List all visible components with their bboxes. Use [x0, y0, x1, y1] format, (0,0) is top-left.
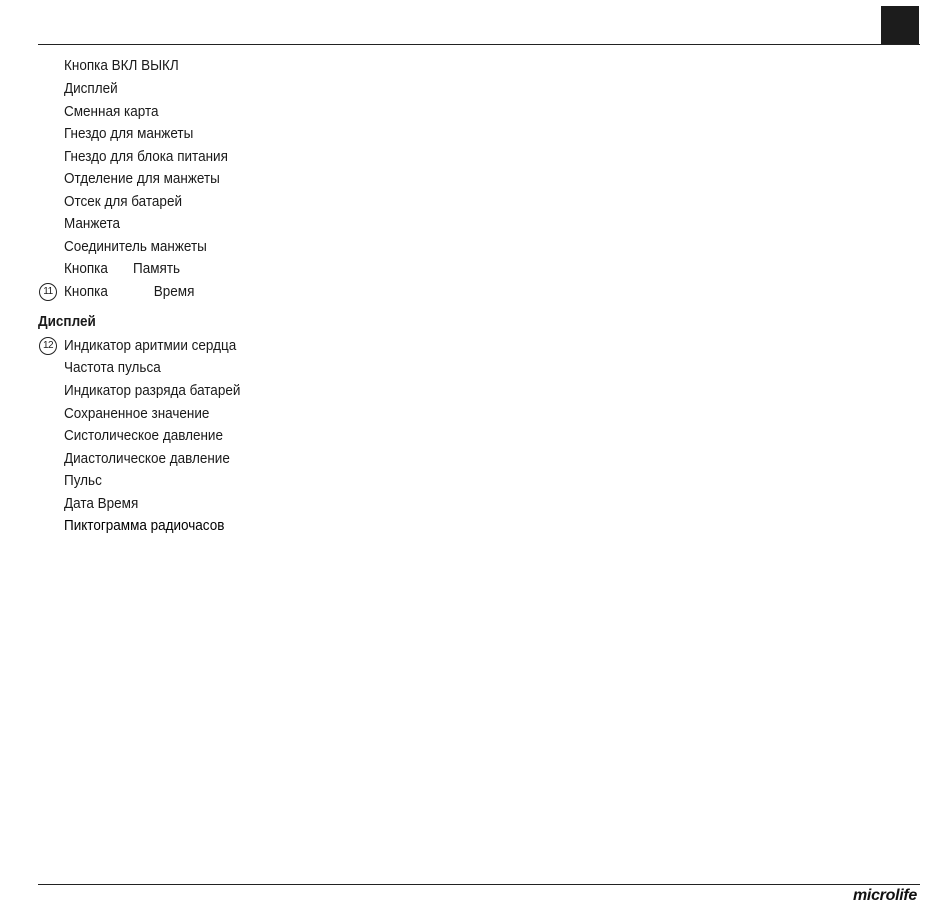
- memory-button-item: [64, 260, 180, 278]
- memory-button-label: Кнопка: [64, 260, 108, 277]
- list-item: Диастолическое давление: [64, 450, 230, 467]
- list-item: Сменная карта: [64, 103, 159, 120]
- list-item: Систолическое давление: [64, 427, 223, 444]
- page-corner-tab: [881, 6, 919, 44]
- list-item: Соединитель манжеты: [64, 238, 207, 255]
- list-item: Индикатор разряда батарей: [64, 382, 241, 399]
- list-item: Манжета: [64, 215, 120, 232]
- header-rule: [38, 44, 920, 45]
- list-item: Отсек для батарей: [64, 193, 182, 210]
- time-button-item: [64, 283, 194, 301]
- display-section-title: Дисплей: [38, 313, 96, 330]
- list-item: Отделение для манжеты: [64, 170, 220, 187]
- list-item: Дата Время: [64, 495, 139, 512]
- list-item: Пиктограмма радиочасов: [64, 517, 225, 534]
- memory-button-function: Память: [133, 260, 181, 277]
- list-item: Частота пульса: [64, 359, 161, 376]
- item-number-11: 11: [39, 283, 57, 301]
- time-button-function: Время: [153, 283, 195, 300]
- list-item: Гнездо для блока питания: [64, 148, 228, 165]
- list-item: Кнопка ВКЛ ВЫКЛ: [64, 57, 179, 74]
- list-item: Индикатор аритмии сердца: [64, 337, 237, 354]
- time-button-label: Кнопка: [64, 283, 108, 300]
- brand-logo: microlife: [853, 887, 917, 904]
- list-item: Пульс: [64, 472, 102, 489]
- footer-rule: [38, 884, 920, 885]
- list-item: Сохраненное значение: [64, 405, 210, 422]
- list-item: Дисплей: [64, 80, 118, 97]
- list-item: Гнездо для манжеты: [64, 125, 194, 142]
- item-number-12: 12: [39, 337, 57, 355]
